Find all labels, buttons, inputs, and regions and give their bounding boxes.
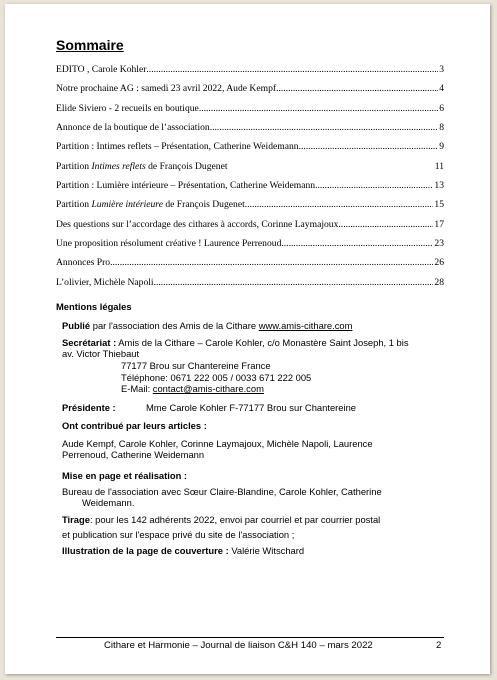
toc-page-number: 28 <box>434 276 444 288</box>
footer-page-number: 2 <box>436 640 442 651</box>
publie-label: Publié <box>62 320 91 331</box>
mise-en-page-line1: Bureau de l'association avec Sœur Claire-Blandine, Carole Kohler, Catherine <box>62 486 382 497</box>
presidente-text: Mme Carole Kohler F-77177 Brou sur Chantereine <box>146 402 356 413</box>
toc-entry-title <box>56 238 281 249</box>
toc-entry-title-text: de François Dugenet <box>162 199 245 211</box>
toc-dot-leader <box>210 122 438 133</box>
toc-entry-title-italic: Intimes reflets <box>91 160 146 172</box>
mise-en-page-heading: Mise en page et réalisation : <box>62 470 188 481</box>
contributors-heading: Ont contribué par leurs articles : <box>62 420 207 431</box>
toc-entry[interactable] <box>56 219 444 238</box>
secretariat-line2: av. Victor Thiebaut <box>62 348 140 359</box>
toc-entry[interactable] <box>56 161 444 180</box>
toc-dot-leader <box>281 238 433 249</box>
mentions-heading: Mentions légales <box>56 301 132 312</box>
secretariat-label: Secrétariat : <box>62 337 117 348</box>
toc-entry-title <box>56 199 245 210</box>
toc-page-number: 17 <box>434 218 444 230</box>
toc-page-number: 9 <box>439 141 444 153</box>
toc-dot-leader <box>199 103 438 114</box>
tirage-line <box>62 514 380 525</box>
toc-entry-title-text: Annonces Pro <box>56 257 111 269</box>
illustration-line <box>62 545 304 556</box>
footer-rule <box>56 637 444 638</box>
toc-page-number: 13 <box>434 180 444 192</box>
toc-entry-title-text: Annonce de la boutique de l’association <box>56 122 210 134</box>
toc-entry[interactable] <box>56 122 444 141</box>
toc-entry-title-text: L’olivier, Michèle Napoli <box>56 276 154 288</box>
toc-entry-title <box>56 161 228 172</box>
toc-entry-title-text: Une proposition résolument créative ! Laurence Perrenoud <box>56 238 282 250</box>
toc-page-number: 4 <box>439 83 444 95</box>
toc-page-number: 15 <box>434 199 444 211</box>
toc-dot-leader <box>110 257 433 268</box>
toc-entry-title <box>56 103 199 114</box>
toc-entry-title <box>56 141 299 152</box>
toc-entry-title <box>56 180 315 191</box>
toc-entry-title-text: de François Dugenet <box>145 160 228 172</box>
toc-entry[interactable] <box>56 64 444 83</box>
toc-entry[interactable] <box>56 257 444 276</box>
toc-entry-title <box>56 219 338 230</box>
toc-dot-leader <box>146 64 438 75</box>
email-label: E-Mail: <box>121 383 153 394</box>
contributors-line2: Perrenoud, Catherine Weidemann <box>62 449 205 460</box>
secretariat-text: Amis de la Cithare – Carole Kohler, c/o Monastère Saint Joseph, 1 bis <box>116 337 409 348</box>
illustration-label: Illustration de la page de couverture : <box>62 545 229 556</box>
toc-dot-leader <box>154 277 434 288</box>
tirage-line2: et publication sur l'espace privé du site de l'association ; <box>62 529 295 540</box>
illustration-text: Valérie Witschard <box>228 545 305 556</box>
toc-page-number: 6 <box>439 102 444 114</box>
contributors-line1: Aude Kempf, Carole Kohler, Corinne Laymajoux, Michèle Napoli, Laurence <box>62 438 373 449</box>
toc-entry-title <box>56 64 146 75</box>
toc-entry-title-text: Partition <box>56 199 92 211</box>
presidente-label: Présidente : <box>62 402 116 413</box>
email-link[interactable]: contact@amis-cithare.com <box>152 383 264 394</box>
toc-entry[interactable] <box>56 103 444 122</box>
toc-dot-leader <box>315 180 433 191</box>
toc-entry-title-italic: Lumière intérieure <box>91 199 163 211</box>
toc-entry-title-text: Elide Siviero - 2 recueils en boutique <box>56 102 199 114</box>
tirage-text: : pour les 142 adhérents 2022, envoi par courriel et par courrier postal <box>89 514 381 525</box>
publie-text: par l'association des Amis de la Cithare <box>90 320 259 331</box>
toc-dot-leader <box>245 199 434 210</box>
secretariat-line <box>62 337 409 348</box>
table-of-contents <box>56 64 444 296</box>
toc-dot-leader <box>338 219 433 230</box>
toc-entry-title-text: EDITO , Carole Kohler <box>56 64 147 75</box>
toc-entry-title <box>56 257 110 268</box>
toc-entry[interactable] <box>56 141 444 160</box>
toc-page-number: 8 <box>439 122 444 134</box>
phone-line: Téléphone: 0671 222 005 / 0033 671 222 005 <box>121 372 312 383</box>
toc-entry-title <box>56 83 276 94</box>
toc-entry[interactable] <box>56 277 444 296</box>
toc-entry-title <box>56 277 154 288</box>
toc-dot-leader <box>299 141 439 152</box>
toc-entry[interactable] <box>56 238 444 257</box>
toc-page-number: 23 <box>434 238 444 250</box>
toc-page-number: 3 <box>439 64 444 75</box>
toc-entry-title <box>56 122 210 133</box>
toc-entry[interactable] <box>56 199 444 218</box>
email-line <box>121 383 264 394</box>
publie-line <box>62 320 352 331</box>
toc-entry-title-text: Notre prochaine AG : samedi 23 avril 2022, Aude Kempf <box>56 83 277 95</box>
toc-entry-title-text: Partition : Intimes reflets – Présentation, Catherine Weidemann <box>56 141 299 153</box>
toc-page-number: 11 <box>434 160 444 172</box>
toc-entry-title-text: Partition : Lumière intérieure – Présentation, Catherine Weidemann <box>56 180 316 192</box>
mise-en-page-line2: Weidemann. <box>82 497 135 508</box>
toc-entry[interactable] <box>56 180 444 199</box>
footer-text: Cithare et Harmonie – Journal de liaison C&H 140 – mars 2022 <box>104 640 373 651</box>
address-line: 77177 Brou sur Chantereine France <box>121 360 271 371</box>
tirage-label: Tirage <box>62 514 90 525</box>
toc-entry-title-text: Des questions sur l’accordage des cithares à accords, Corinne Laymajoux <box>56 218 339 230</box>
toc-dot-leader <box>276 83 438 94</box>
toc-entry[interactable] <box>56 83 444 102</box>
website-link[interactable]: www.amis-cithare.com <box>258 320 353 331</box>
page-title: Sommaire <box>56 37 124 53</box>
toc-page-number: 26 <box>434 257 444 269</box>
toc-entry-title-text: Partition <box>56 160 92 172</box>
